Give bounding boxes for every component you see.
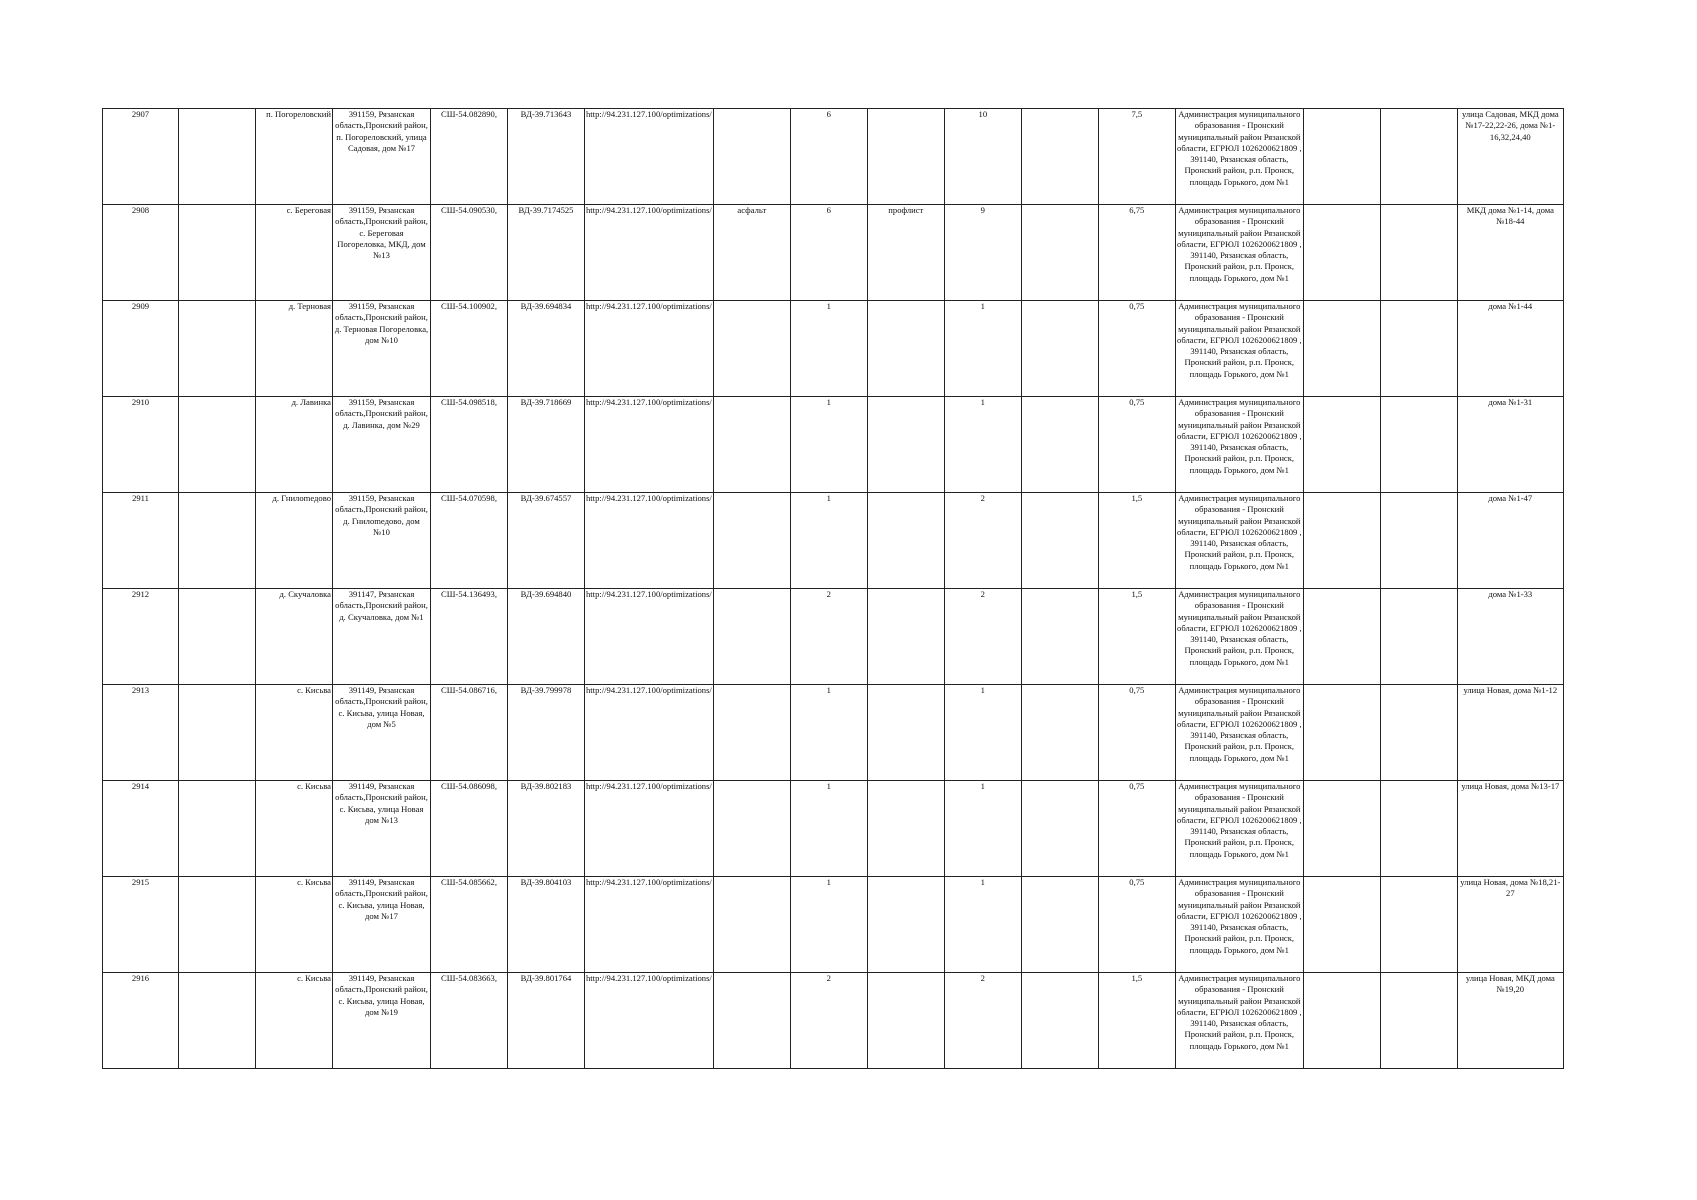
cell-owner: Администрация муниципального образования - Пронский муниципальный район Рязанской области, ЕГРЮЛ 1026200621809 , 391140, Рязанская область, Пронский район, р.п. Пронск, площадь Горького, дом №1: [1175, 589, 1303, 685]
cell-latitude: СШ-54.090530,: [431, 205, 508, 301]
cell-longitude: ВД-39.674557: [508, 493, 585, 589]
cell-volume: 0,75: [1098, 877, 1175, 973]
cell-volume: 1,5: [1098, 973, 1175, 1069]
cell-owner: Администрация муниципального образования - Пронский муниципальный район Рязанской области, ЕГРЮЛ 1026200621809 , 391140, Рязанская область, Пронский район, р.п. Пронск, площадь Горького, дом №1: [1175, 493, 1303, 589]
cell-empty: [179, 877, 256, 973]
cell-empty: [1021, 685, 1098, 781]
cell-empty: [1303, 589, 1380, 685]
waste-sites-table: [102, 108, 1564, 1069]
cell-containers-count: 1: [790, 397, 867, 493]
cell-longitude: ВД-39.718669: [508, 397, 585, 493]
cell-settlement: с. Кисьва: [256, 973, 333, 1069]
cell-containers-count: 6: [790, 205, 867, 301]
cell-number: 2910: [103, 397, 179, 493]
cell-waste-sources: дома №1-44: [1457, 301, 1563, 397]
cell-latitude: СШ-54.098518,: [431, 397, 508, 493]
cell-waste-sources: улица Новая, дома №18,21-27: [1457, 877, 1563, 973]
cell-volume: 0,75: [1098, 685, 1175, 781]
cell-empty: [1380, 685, 1457, 781]
cell-settlement: с. Кисьва: [256, 781, 333, 877]
cell-surface: [713, 973, 790, 1069]
cell-empty: [179, 109, 256, 205]
cell-latitude: СШ-54.136493,: [431, 589, 508, 685]
cell-settlement: д. Лавинка: [256, 397, 333, 493]
cell-waste-sources: улица Новая, МКД дома №19,20: [1457, 973, 1563, 1069]
cell-empty: [1380, 397, 1457, 493]
cell-surface: [713, 685, 790, 781]
cell-address: 391149, Рязанская область,Пронский район, с. Кисьва, улица Новая, дом №5: [333, 685, 431, 781]
cell-capacity-count: 2: [944, 493, 1021, 589]
cell-surface: асфальт: [713, 205, 790, 301]
cell-number: 2912: [103, 589, 179, 685]
cell-map-link[interactable]: http://94.231.127.100/optimizations/: [585, 589, 714, 685]
cell-waste-sources: улица Садовая, МКД дома №17-22,22-26, дома №1-16,32,24,40: [1457, 109, 1563, 205]
cell-surface: [713, 493, 790, 589]
cell-containers-count: 1: [790, 781, 867, 877]
table-row: [103, 781, 1564, 877]
cell-empty: [1380, 877, 1457, 973]
cell-owner: Администрация муниципального образования - Пронский муниципальный район Рязанской области, ЕГРЮЛ 1026200621809 , 391140, Рязанская область, Пронский район, р.п. Пронск, площадь Горького, дом №1: [1175, 109, 1303, 205]
cell-empty: [1380, 781, 1457, 877]
table-row: [103, 493, 1564, 589]
cell-waste-sources: улица Новая, дома №13-17: [1457, 781, 1563, 877]
cell-settlement: д. Терновая: [256, 301, 333, 397]
cell-empty: [1021, 973, 1098, 1069]
cell-capacity-count: 1: [944, 877, 1021, 973]
cell-capacity-count: 1: [944, 397, 1021, 493]
cell-capacity-count: 10: [944, 109, 1021, 205]
cell-volume: 7,5: [1098, 109, 1175, 205]
cell-address: 391149, Рязанская область,Пронский район, с. Кисьва, улица Новая, дом №17: [333, 877, 431, 973]
cell-settlement: с. Береговая: [256, 205, 333, 301]
cell-waste-sources: МКД дома №1-14, дома №18-44: [1457, 205, 1563, 301]
cell-volume: 6,75: [1098, 205, 1175, 301]
cell-number: 2915: [103, 877, 179, 973]
cell-address: 391159, Рязанская область,Пронский район, д. Лавинка, дом №29: [333, 397, 431, 493]
cell-number: 2909: [103, 301, 179, 397]
cell-volume: 0,75: [1098, 781, 1175, 877]
cell-number: 2914: [103, 781, 179, 877]
cell-address: 391159, Рязанская область,Пронский район, с. Береговая Погореловка, МКД, дом №13: [333, 205, 431, 301]
cell-containers-count: 1: [790, 493, 867, 589]
cell-volume: 1,5: [1098, 493, 1175, 589]
cell-settlement: с. Кисьва: [256, 877, 333, 973]
cell-latitude: СШ-54.083663,: [431, 973, 508, 1069]
cell-empty: [1380, 493, 1457, 589]
cell-volume: 0,75: [1098, 397, 1175, 493]
table-body: [103, 109, 1564, 1069]
cell-number: 2911: [103, 493, 179, 589]
cell-empty: [1303, 781, 1380, 877]
cell-empty: [1380, 301, 1457, 397]
cell-empty: [1303, 397, 1380, 493]
cell-longitude: ВД-39.694840: [508, 589, 585, 685]
cell-empty: [1021, 397, 1098, 493]
cell-empty: [1021, 781, 1098, 877]
table-row: [103, 205, 1564, 301]
cell-waste-sources: дома №1-31: [1457, 397, 1563, 493]
cell-longitude: ВД-39.694834: [508, 301, 585, 397]
cell-empty: [1380, 205, 1457, 301]
cell-fence: профлист: [867, 205, 944, 301]
cell-empty: [1021, 205, 1098, 301]
cell-surface: [713, 877, 790, 973]
cell-empty: [1380, 109, 1457, 205]
cell-latitude: СШ-54.082890,: [431, 109, 508, 205]
cell-volume: 1,5: [1098, 589, 1175, 685]
cell-containers-count: 6: [790, 109, 867, 205]
cell-empty: [1303, 109, 1380, 205]
cell-number: 2908: [103, 205, 179, 301]
table-row: [103, 973, 1564, 1069]
cell-empty: [1303, 973, 1380, 1069]
cell-map-link[interactable]: http://94.231.127.100/optimizations/: [585, 493, 714, 589]
cell-empty: [1303, 301, 1380, 397]
cell-longitude: ВД-39.804103: [508, 877, 585, 973]
cell-fence: [867, 877, 944, 973]
cell-address: 391159, Рязанская область,Пронский район, п. Погореловский, улица Садовая, дом №17: [333, 109, 431, 205]
cell-map-link[interactable]: http://94.231.127.100/optimizations/: [585, 877, 714, 973]
cell-address: 391147, Рязанская область,Пронский район, д. Скучаловка, дом №1: [333, 589, 431, 685]
cell-latitude: СШ-54.070598,: [431, 493, 508, 589]
cell-empty: [1303, 685, 1380, 781]
cell-number: 2916: [103, 973, 179, 1069]
cell-owner: Администрация муниципального образования - Пронский муниципальный район Рязанской области, ЕГРЮЛ 1026200621809 , 391140, Рязанская область, Пронский район, р.п. Пронск, площадь Горького, дом №1: [1175, 397, 1303, 493]
cell-longitude: ВД-39.801764: [508, 973, 585, 1069]
cell-capacity-count: 2: [944, 973, 1021, 1069]
cell-capacity-count: 1: [944, 781, 1021, 877]
cell-map-link[interactable]: http://94.231.127.100/optimizations/: [585, 973, 714, 1069]
cell-owner: Администрация муниципального образования - Пронский муниципальный район Рязанской области, ЕГРЮЛ 1026200621809 , 391140, Рязанская область, Пронский район, р.п. Пронск, площадь Горького, дом №1: [1175, 205, 1303, 301]
cell-map-link[interactable]: http://94.231.127.100/optimizations/: [585, 685, 714, 781]
cell-fence: [867, 397, 944, 493]
cell-owner: Администрация муниципального образования - Пронский муниципальный район Рязанской области, ЕГРЮЛ 1026200621809 , 391140, Рязанская область, Пронский район, р.п. Пронск, площадь Горького, дом №1: [1175, 301, 1303, 397]
cell-empty: [179, 685, 256, 781]
cell-latitude: СШ-54.086716,: [431, 685, 508, 781]
cell-empty: [1303, 877, 1380, 973]
cell-fence: [867, 493, 944, 589]
table-row: [103, 397, 1564, 493]
cell-map-link[interactable]: http://94.231.127.100/optimizations/: [585, 781, 714, 877]
cell-latitude: СШ-54.100902,: [431, 301, 508, 397]
cell-surface: [713, 397, 790, 493]
cell-empty: [1021, 301, 1098, 397]
cell-longitude: ВД-39.802183: [508, 781, 585, 877]
cell-owner: Администрация муниципального образования - Пронский муниципальный район Рязанской области, ЕГРЮЛ 1026200621809 , 391140, Рязанская область, Пронский район, р.п. Пронск, площадь Горького, дом №1: [1175, 973, 1303, 1069]
cell-empty: [1380, 973, 1457, 1069]
cell-empty: [179, 589, 256, 685]
cell-fence: [867, 781, 944, 877]
cell-address: 391149, Рязанская область,Пронский район, с. Кисьва, улица Новая, дом №19: [333, 973, 431, 1069]
cell-empty: [179, 205, 256, 301]
cell-surface: [713, 109, 790, 205]
cell-containers-count: 1: [790, 685, 867, 781]
cell-empty: [1303, 493, 1380, 589]
cell-owner: Администрация муниципального образования - Пронский муниципальный район Рязанской области, ЕГРЮЛ 1026200621809 , 391140, Рязанская область, Пронский район, р.п. Пронск, площадь Горького, дом №1: [1175, 685, 1303, 781]
cell-owner: Администрация муниципального образования - Пронский муниципальный район Рязанской области, ЕГРЮЛ 1026200621809 , 391140, Рязанская область, Пронский район, р.п. Пронск, площадь Горького, дом №1: [1175, 877, 1303, 973]
cell-empty: [179, 973, 256, 1069]
cell-empty: [179, 397, 256, 493]
cell-empty: [1021, 109, 1098, 205]
cell-map-link[interactable]: http://94.231.127.100/optimizations/: [585, 301, 714, 397]
cell-capacity-count: 9: [944, 205, 1021, 301]
cell-capacity-count: 2: [944, 589, 1021, 685]
table-row: [103, 109, 1564, 205]
cell-fence: [867, 685, 944, 781]
cell-surface: [713, 301, 790, 397]
cell-fence: [867, 589, 944, 685]
cell-empty: [1303, 205, 1380, 301]
cell-fence: [867, 973, 944, 1069]
cell-address: 391159, Рязанская область,Пронский район, д. Терновая Погореловка, дом №10: [333, 301, 431, 397]
cell-address: 391149, Рязанская область,Пронский район, с. Кисьва, улица Новая дом №13: [333, 781, 431, 877]
cell-volume: 0,75: [1098, 301, 1175, 397]
cell-empty: [179, 301, 256, 397]
cell-empty: [1021, 493, 1098, 589]
cell-waste-sources: дома №1-33: [1457, 589, 1563, 685]
cell-containers-count: 2: [790, 973, 867, 1069]
table-row: [103, 685, 1564, 781]
cell-settlement: д. Скучаловка: [256, 589, 333, 685]
cell-empty: [1021, 589, 1098, 685]
table-row: [103, 877, 1564, 973]
cell-number: 2907: [103, 109, 179, 205]
cell-containers-count: 1: [790, 301, 867, 397]
cell-latitude: СШ-54.086098,: [431, 781, 508, 877]
cell-map-link[interactable]: http://94.231.127.100/optimizations/: [585, 205, 714, 301]
cell-map-link[interactable]: http://94.231.127.100/optimizations/: [585, 397, 714, 493]
table-row: [103, 589, 1564, 685]
cell-waste-sources: улица Новая, дома №1-12: [1457, 685, 1563, 781]
cell-capacity-count: 1: [944, 301, 1021, 397]
cell-longitude: ВД-39.7174525: [508, 205, 585, 301]
table-row: [103, 301, 1564, 397]
cell-address: 391159, Рязанская область,Пронский район, д. Гнилomедово, дом №10: [333, 493, 431, 589]
cell-surface: [713, 589, 790, 685]
cell-owner: Администрация муниципального образования - Пронский муниципальный район Рязанской области, ЕГРЮЛ 1026200621809 , 391140, Рязанская область, Пронский район, р.п. Пронск, площадь Горького, дом №1: [1175, 781, 1303, 877]
cell-number: 2913: [103, 685, 179, 781]
cell-latitude: СШ-54.085662,: [431, 877, 508, 973]
cell-longitude: ВД-39.799978: [508, 685, 585, 781]
cell-settlement: д. Гнилomедово: [256, 493, 333, 589]
cell-containers-count: 1: [790, 877, 867, 973]
cell-empty: [179, 493, 256, 589]
cell-settlement: с. Кисьва: [256, 685, 333, 781]
cell-waste-sources: дома №1-47: [1457, 493, 1563, 589]
cell-surface: [713, 781, 790, 877]
cell-empty: [179, 781, 256, 877]
cell-fence: [867, 109, 944, 205]
cell-settlement: п. Погореловский: [256, 109, 333, 205]
cell-map-link[interactable]: http://94.231.127.100/optimizations/: [585, 109, 714, 205]
cell-capacity-count: 1: [944, 685, 1021, 781]
cell-empty: [1021, 877, 1098, 973]
cell-empty: [1380, 589, 1457, 685]
cell-containers-count: 2: [790, 589, 867, 685]
cell-longitude: ВД-39.713643: [508, 109, 585, 205]
cell-fence: [867, 301, 944, 397]
